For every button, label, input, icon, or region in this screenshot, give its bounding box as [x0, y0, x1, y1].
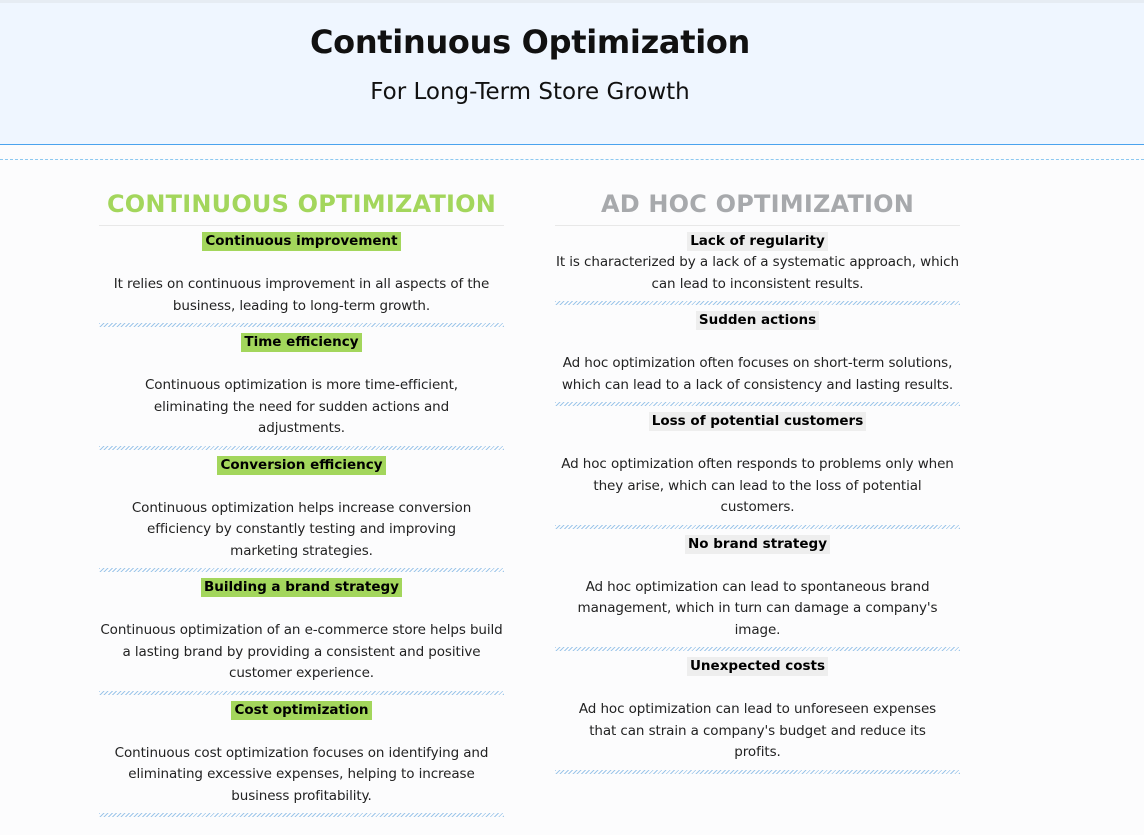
list-item — [555, 529, 960, 652]
list-item — [555, 305, 960, 406]
item-text: Ad hoc optimization often responds to problems only when they arise, which can lead to the loss of potential customers. — [561, 456, 954, 515]
item-text: It is characterized by a lack of a systematic approach, which can lead to inconsistent results. — [556, 254, 959, 292]
item-text: Ad hoc optimization can lead to spontaneous brand management, which in turn can damage a company's image. — [577, 578, 938, 638]
list-item — [99, 450, 504, 573]
item-text: Continuous optimization helps increase conversion efficiency by constantly testing and improving marketing strategies. — [131, 499, 472, 559]
item-heading: Lack of regularity — [687, 232, 828, 251]
item-heading: No brand strategy — [685, 535, 830, 554]
hatched-divider — [555, 770, 960, 774]
dashed-divider — [0, 159, 1144, 160]
item-text: Continuous optimization of an e-commerce store helps build a lasting brand by providing a consistent and positive customer experience. — [100, 622, 503, 681]
header-banner — [0, 0, 1144, 145]
list-item — [555, 651, 960, 774]
item-text: Continuous optimization is more time-efficient, eliminating the need for sudden actions and adjustments. — [144, 377, 458, 436]
hatched-divider — [99, 813, 504, 817]
list-item — [99, 327, 504, 450]
page-title: Continuous Optimization — [309, 23, 751, 61]
item-text: Ad hoc optimization can lead to unforeseen expenses that can strain a company's budget and reduce its profits. — [578, 701, 937, 760]
list-item — [99, 226, 504, 327]
item-heading: Cost optimization — [231, 701, 371, 720]
item-heading: Loss of potential customers — [649, 412, 866, 431]
item-text: Ad hoc optimization often focuses on short-term solutions, which can lead to a lack of consistency and lasting results. — [561, 355, 954, 393]
item-heading: Sudden actions — [696, 311, 819, 330]
item-heading: Conversion efficiency — [217, 456, 385, 475]
list-item — [555, 226, 960, 305]
item-heading: Continuous improvement — [202, 232, 400, 251]
item-heading: Building a brand strategy — [201, 578, 402, 597]
item-heading: Time efficiency — [241, 333, 361, 352]
item-heading: Unexpected costs — [687, 657, 828, 676]
item-text: Continuous cost optimization focuses on identifying and eliminating excessive expenses, helping to increase business profitability. — [114, 744, 489, 804]
item-text: It relies on continuous improvement in all aspects of the business, leading to long-term growth. — [113, 276, 490, 314]
column-title: CONTINUOUS OPTIMIZATION — [99, 186, 504, 226]
ad-hoc-column — [555, 186, 960, 774]
column-title: AD HOC OPTIMIZATION — [555, 186, 960, 226]
page-subtitle: For Long-Term Store Growth — [370, 79, 690, 105]
continuous-column — [99, 186, 504, 817]
list-item — [99, 572, 504, 695]
list-item — [555, 406, 960, 529]
list-item — [99, 695, 504, 818]
